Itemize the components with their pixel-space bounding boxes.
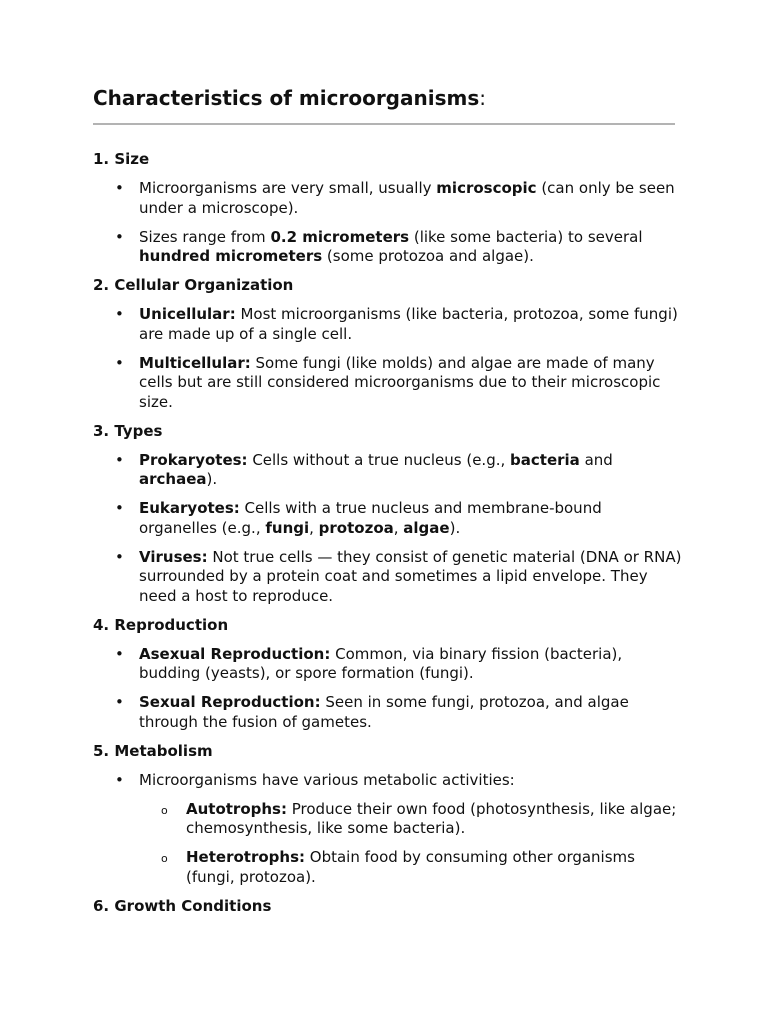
section-heading-reproduction: 4. Reproduction xyxy=(93,615,229,634)
section-heading-cellular-organization: 2. Cellular Organization xyxy=(93,276,294,294)
item-bold: Prokaryotes: xyxy=(139,450,248,469)
item-bold: microscopic xyxy=(436,179,537,197)
item-bold: archaea xyxy=(139,470,207,488)
bullet-icon: • xyxy=(115,644,124,663)
item-text: (like some bacteria) to several xyxy=(409,227,643,246)
metabolism-list xyxy=(93,771,683,888)
item-bold: Asexual Reproduction: xyxy=(139,644,331,663)
list-item xyxy=(93,451,683,490)
bullet-icon: • xyxy=(115,499,124,517)
sub-bullet-icon: o xyxy=(161,852,168,865)
item-text: Microorganisms are very small, usually xyxy=(139,179,437,197)
item-bold: Sexual Reproduction: xyxy=(139,693,321,711)
item-bold: hundred micrometers xyxy=(139,247,323,265)
item-text: Some fungi (like molds) and algae are made of many cells but are still considered microorganisms due to their microscopic size. xyxy=(139,353,661,411)
list-item xyxy=(93,645,683,684)
section-heading-types: 3. Types xyxy=(93,421,163,440)
page-title-colon: : xyxy=(479,86,486,110)
metabolism-sublist xyxy=(139,800,683,888)
item-text: Most microorganisms (like bacteria, protozoa, some fungi) are made up of a single cell. xyxy=(139,305,678,343)
document-body xyxy=(93,150,683,926)
page-title xyxy=(93,84,486,112)
list-item xyxy=(93,228,683,267)
bullet-icon: • xyxy=(115,353,124,372)
section-heading-growth-conditions: 6. Growth Conditions xyxy=(93,896,272,915)
size-list xyxy=(93,179,683,267)
page-title-text: Characteristics of microorganisms xyxy=(93,86,480,110)
item-text: , xyxy=(393,518,404,537)
item-bold: Unicellular: xyxy=(139,305,236,323)
item-text: Microorganisms have various metabolic activities: xyxy=(139,770,515,789)
item-text: Cells without a true nucleus (e.g., xyxy=(247,450,511,469)
bullet-icon: • xyxy=(115,450,124,469)
item-text: Seen in some fungi, protozoa, and algae through the fusion of gametes. xyxy=(139,693,629,731)
title-divider xyxy=(93,123,675,125)
item-text: (some protozoa and algae). xyxy=(322,247,534,265)
item-text: Common, via binary fission (bacteria), budding (yeasts), or spore formation (fungi). xyxy=(139,644,623,682)
list-item xyxy=(93,305,683,344)
item-bold: protozoa xyxy=(318,518,394,537)
item-bold: Heterotrophs: xyxy=(186,848,305,866)
list-item xyxy=(93,771,683,888)
item-text: Sizes range from xyxy=(139,227,271,246)
sub-bullet-icon: o xyxy=(161,803,168,817)
item-text: ). xyxy=(449,518,461,537)
item-bold: 0.2 micrometers xyxy=(270,227,410,246)
item-text: and xyxy=(579,450,613,469)
item-bold: Eukaryotes: xyxy=(139,499,240,517)
section-heading-size: 1. Size xyxy=(93,150,150,168)
list-item xyxy=(93,179,683,218)
item-bold: bacteria xyxy=(510,450,580,469)
bullet-icon: • xyxy=(115,547,124,566)
list-item xyxy=(93,548,683,607)
item-text: Cells with a true nucleus and membrane-bound organelles (e.g., xyxy=(139,499,602,537)
item-bold: Viruses: xyxy=(139,547,208,566)
bullet-icon: • xyxy=(115,693,124,711)
bullet-icon: • xyxy=(115,179,124,197)
item-text: Obtain food by consuming other organisms (fungi, protozoa). xyxy=(186,848,635,886)
item-text: Not true cells — they consist of genetic material (DNA or RNA) surrounded by a protein coat and sometimes a lipid envelope. They need a host to reproduce. xyxy=(139,547,682,605)
item-text: Produce their own food (photosynthesis, like algae; chemosynthesis, like some bacteria). xyxy=(186,799,677,837)
bullet-icon: • xyxy=(115,770,124,789)
reproduction-list xyxy=(93,645,683,733)
list-item xyxy=(93,354,683,413)
bullet-icon: • xyxy=(115,227,124,246)
item-text: (can only be seen under a microscope). xyxy=(139,179,675,217)
item-text: , xyxy=(309,518,319,537)
item-text: ). xyxy=(206,470,218,488)
cellular-list xyxy=(93,305,683,412)
list-item xyxy=(93,693,683,732)
section-heading-metabolism: 5. Metabolism xyxy=(93,741,213,760)
sub-list-item xyxy=(139,848,683,887)
list-item xyxy=(93,499,683,538)
bullet-icon: • xyxy=(115,305,124,323)
item-bold: fungi xyxy=(265,518,310,537)
item-bold: algae xyxy=(403,518,450,537)
item-bold: Multicellular: xyxy=(139,353,251,372)
sub-list-item xyxy=(139,800,683,839)
item-bold: Autotrophs: xyxy=(186,799,287,818)
types-list xyxy=(93,451,683,607)
